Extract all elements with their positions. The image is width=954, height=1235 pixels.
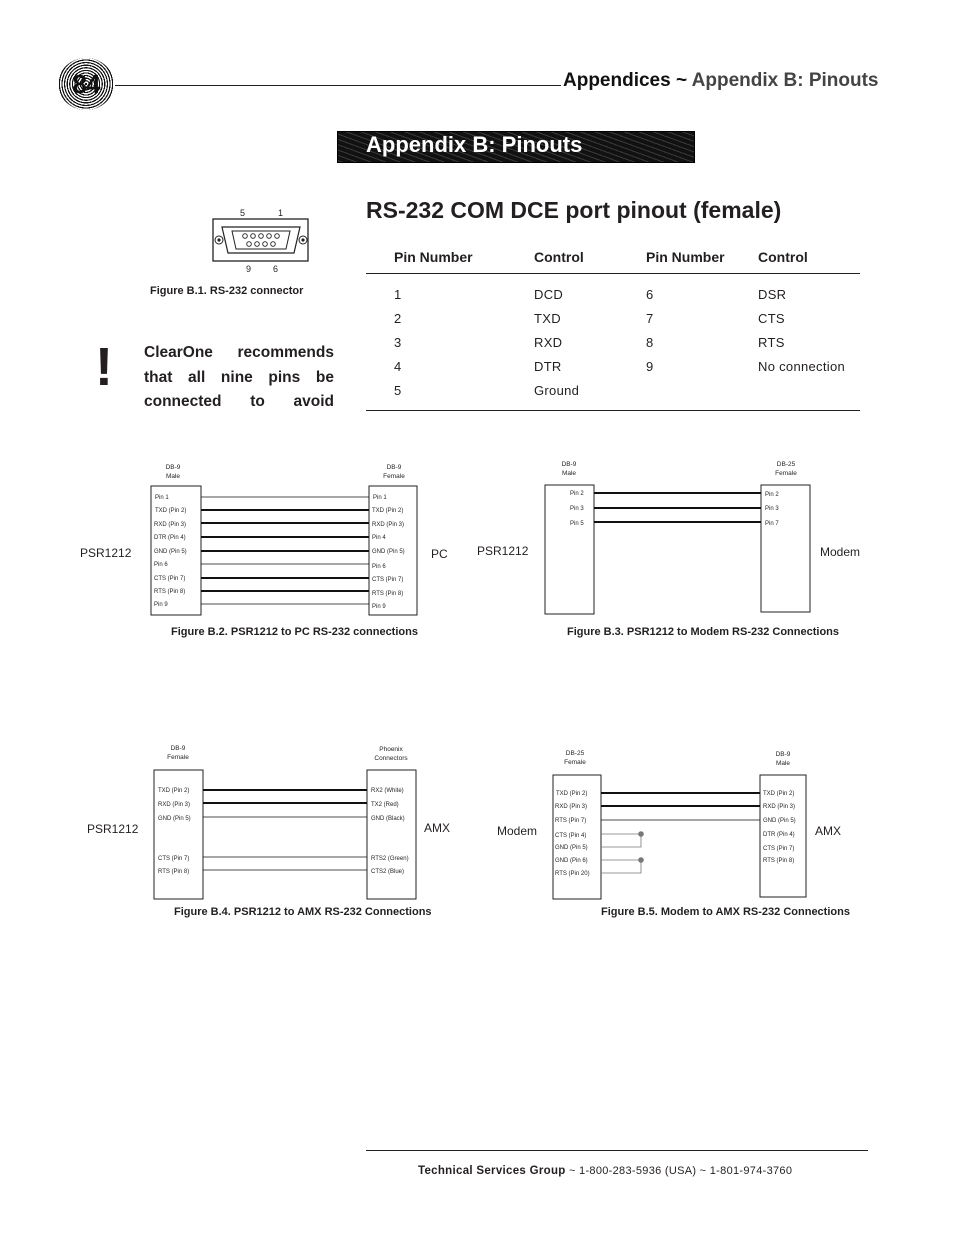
fig5-right-pin: GND (Pin 5) bbox=[763, 818, 796, 824]
fig5-right-device: AMX bbox=[815, 824, 842, 838]
figure-b2-caption: Figure B.2. PSR1212 to PC RS-232 connections bbox=[171, 626, 418, 638]
fig4-right-header-line1: Phoenix bbox=[379, 746, 403, 753]
table-cell: 4 bbox=[394, 358, 402, 374]
fig3-left-device: PSR1212 bbox=[477, 544, 529, 558]
fig5-right-pin: DTR (Pin 4) bbox=[763, 832, 795, 838]
table-row bbox=[366, 354, 860, 378]
table-cell: RTS bbox=[758, 334, 785, 350]
table-cell: DCD bbox=[534, 286, 564, 302]
fig5-left-header-line1: DB-25 bbox=[565, 750, 585, 757]
fig2-right-pin: CTS (Pin 7) bbox=[372, 577, 404, 583]
page-number: 84 bbox=[72, 68, 100, 99]
fig2-left-header-line1: DB-9 bbox=[165, 464, 181, 471]
page-number-badge bbox=[58, 58, 114, 110]
pinout-header-cell: Control bbox=[758, 240, 860, 274]
fig4-left-pin: TXD (Pin 2) bbox=[158, 788, 190, 794]
table-cell: 7 bbox=[646, 310, 654, 326]
pinout-title: RS-232 COM DCE port pinout (female) bbox=[366, 197, 782, 223]
fig2-left-pin: GND (Pin 5) bbox=[154, 549, 187, 555]
fig5-left-header-line2: Female bbox=[564, 759, 586, 766]
fig5-right-pin: RXD (Pin 3) bbox=[763, 804, 796, 810]
fig2-right-header-line1: DB-9 bbox=[386, 464, 402, 471]
fig5-left-pin: RTS (Pin 20) bbox=[555, 871, 590, 877]
figure-b4-caption: Figure B.4. PSR1212 to AMX RS-232 Connections bbox=[174, 906, 432, 918]
table-cell bbox=[646, 378, 758, 411]
running-header bbox=[563, 70, 878, 92]
fig4-right-pin: TX2 (Red) bbox=[371, 802, 399, 808]
footer-org: Technical Services Group bbox=[418, 1165, 566, 1177]
connector-label-9: 9 bbox=[246, 264, 252, 274]
fig2-right-header-line2: Female bbox=[383, 473, 405, 480]
fig5-left-pin: GND (Pin 6) bbox=[555, 858, 588, 864]
table-cell: TXD bbox=[534, 310, 561, 326]
figure-b2-diagram bbox=[75, 455, 465, 620]
figure-b3-diagram bbox=[470, 455, 870, 620]
fig2-left-header-line2: Male bbox=[165, 473, 181, 480]
figure-b5-caption: Figure B.5. Modem to AMX RS-232 Connections bbox=[601, 906, 850, 918]
fig2-right-pin: TXD (Pin 2) bbox=[372, 508, 404, 514]
table-cell: DSR bbox=[758, 286, 787, 302]
fig4-left-pin: CTS (Pin 7) bbox=[158, 856, 190, 862]
table-cell: 6 bbox=[646, 286, 654, 302]
table-row bbox=[366, 378, 860, 411]
table-cell: 5 bbox=[366, 378, 534, 411]
fig2-left-device: PSR1212 bbox=[80, 546, 132, 560]
fig5-right-pin: TXD (Pin 2) bbox=[763, 791, 795, 797]
footer-contact: ~ 1-800-283-5936 (USA) ~ 1-801-974-3760 bbox=[565, 1165, 793, 1177]
fig2-left-pin: TXD (Pin 2) bbox=[155, 508, 187, 514]
fig2-left-pin: Pin 1 bbox=[155, 495, 169, 501]
table-cell: 2 bbox=[394, 310, 402, 326]
fig2-left-pin: DTR (Pin 4) bbox=[154, 535, 186, 541]
pinout-header-cell: Control bbox=[534, 240, 646, 274]
fig3-right-pin: Pin 2 bbox=[765, 492, 779, 498]
table-cell: 1 bbox=[394, 286, 402, 302]
connector-label-5: 5 bbox=[240, 208, 246, 218]
table-row bbox=[366, 274, 860, 307]
header-rule bbox=[115, 85, 561, 86]
fig5-right-header-line2: Male bbox=[775, 760, 791, 767]
figure-b1-caption: Figure B.1. RS-232 connector bbox=[150, 285, 304, 297]
pinout-table bbox=[366, 240, 860, 411]
table-row bbox=[366, 306, 860, 330]
fig2-right-pin: Pin 9 bbox=[372, 604, 386, 610]
table-cell: DTR bbox=[534, 358, 562, 374]
fig4-right-pin: CTS2 (Blue) bbox=[371, 869, 405, 875]
connector-label-6: 6 bbox=[273, 264, 279, 274]
fig3-right-pin: Pin 3 bbox=[765, 506, 779, 512]
fig4-right-pin: RX2 (White) bbox=[371, 788, 404, 794]
table-cell: No connection bbox=[758, 358, 846, 374]
fig4-left-header-line1: DB-9 bbox=[170, 745, 186, 752]
fig4-right-device: AMX bbox=[424, 821, 451, 835]
fig5-left-pin: RXD (Pin 3) bbox=[555, 804, 588, 810]
fig2-right-device: PC bbox=[431, 547, 448, 561]
pinout-header-cell: Pin Number bbox=[646, 240, 758, 274]
fig3-left-pin: Pin 2 bbox=[570, 491, 584, 497]
header-section: Appendices bbox=[563, 70, 671, 91]
fig4-left-pin: GND (Pin 5) bbox=[158, 816, 191, 822]
fig3-left-pin: Pin 3 bbox=[570, 506, 584, 512]
warning-text: ClearOne recommends that all nine pins be connected to avoid bbox=[144, 344, 334, 410]
fig2-right-pin: Pin 6 bbox=[372, 564, 386, 570]
fig4-left-device: PSR1212 bbox=[87, 822, 139, 836]
fig2-right-pin: GND (Pin 5) bbox=[372, 549, 405, 555]
table-cell: RXD bbox=[534, 334, 563, 350]
table-cell: CTS bbox=[758, 310, 785, 326]
footer bbox=[418, 1165, 792, 1177]
fig2-left-pin: CTS (Pin 7) bbox=[154, 576, 186, 582]
pinout-header-cell: Pin Number bbox=[366, 240, 534, 274]
table-cell bbox=[758, 378, 860, 411]
fig2-left-pin: Pin 9 bbox=[154, 602, 168, 608]
fig2-right-pin: RXD (Pin 3) bbox=[372, 522, 405, 528]
header-separator: ~ bbox=[670, 70, 692, 91]
fig3-right-device: Modem bbox=[820, 545, 861, 559]
db9-connector-diagram bbox=[210, 205, 312, 277]
fig5-left-pin: CTS (Pin 4) bbox=[555, 833, 587, 839]
section-banner-title: Appendix B: Pinouts bbox=[366, 132, 583, 157]
fig3-right-connector bbox=[761, 485, 810, 612]
fig2-right-pin: Pin 4 bbox=[372, 535, 386, 541]
table-cell: 3 bbox=[394, 334, 402, 350]
fig5-left-pin: TXD (Pin 2) bbox=[556, 791, 588, 797]
fig3-left-header-line2: Male bbox=[561, 470, 577, 477]
fig5-right-pin: CTS (Pin 7) bbox=[763, 846, 795, 852]
table-cell: Ground bbox=[534, 378, 646, 411]
fig4-left-pin: RTS (Pin 8) bbox=[158, 869, 190, 875]
fig5-left-device: Modem bbox=[497, 824, 538, 838]
fig4-left-pin: RXD (Pin 3) bbox=[158, 802, 191, 808]
connector-label-1: 1 bbox=[278, 208, 284, 218]
fig5-left-pin: GND (Pin 5) bbox=[555, 845, 588, 851]
table-cell: 9 bbox=[646, 358, 654, 374]
fig5-left-pin: RTS (Pin 7) bbox=[555, 818, 587, 824]
footer-rule bbox=[366, 1150, 868, 1151]
fig4-right-pin: RTS2 (Green) bbox=[371, 856, 409, 862]
fig5-right-header-line1: DB-9 bbox=[775, 751, 791, 758]
fig5-right-pin: RTS (Pin 8) bbox=[763, 858, 795, 864]
table-row bbox=[366, 330, 860, 354]
fig2-right-pin: Pin 1 bbox=[373, 495, 387, 501]
figure-b3-caption: Figure B.3. PSR1212 to Modem RS-232 Connections bbox=[567, 626, 840, 638]
figure-b4-diagram bbox=[80, 740, 465, 905]
fig2-right-pin: RTS (Pin 8) bbox=[372, 591, 404, 597]
fig2-left-pin: RTS (Pin 8) bbox=[154, 589, 186, 595]
fig2-left-pin: Pin 6 bbox=[154, 562, 168, 568]
fig3-left-pin: Pin 5 bbox=[570, 521, 584, 527]
fig2-left-pin: RXD (Pin 3) bbox=[154, 522, 187, 528]
fig3-right-header-line2: Female bbox=[775, 470, 797, 477]
fig4-right-pin: GND (Black) bbox=[371, 816, 405, 822]
pinout-header-row bbox=[366, 240, 860, 274]
fig4-left-header-line2: Female bbox=[167, 754, 189, 761]
fig3-left-connector bbox=[545, 485, 594, 614]
header-subsection: Appendix B: Pinouts bbox=[691, 70, 879, 91]
fig3-left-header-line1: DB-9 bbox=[561, 461, 577, 468]
fig3-right-pin: Pin 7 bbox=[765, 521, 779, 527]
warning-icon: ! bbox=[95, 337, 113, 397]
fig3-right-header-line1: DB-25 bbox=[776, 461, 796, 468]
figure-b5-diagram bbox=[490, 740, 870, 905]
fig4-right-header-line2: Connectors bbox=[374, 755, 408, 762]
table-cell: 8 bbox=[646, 334, 654, 350]
